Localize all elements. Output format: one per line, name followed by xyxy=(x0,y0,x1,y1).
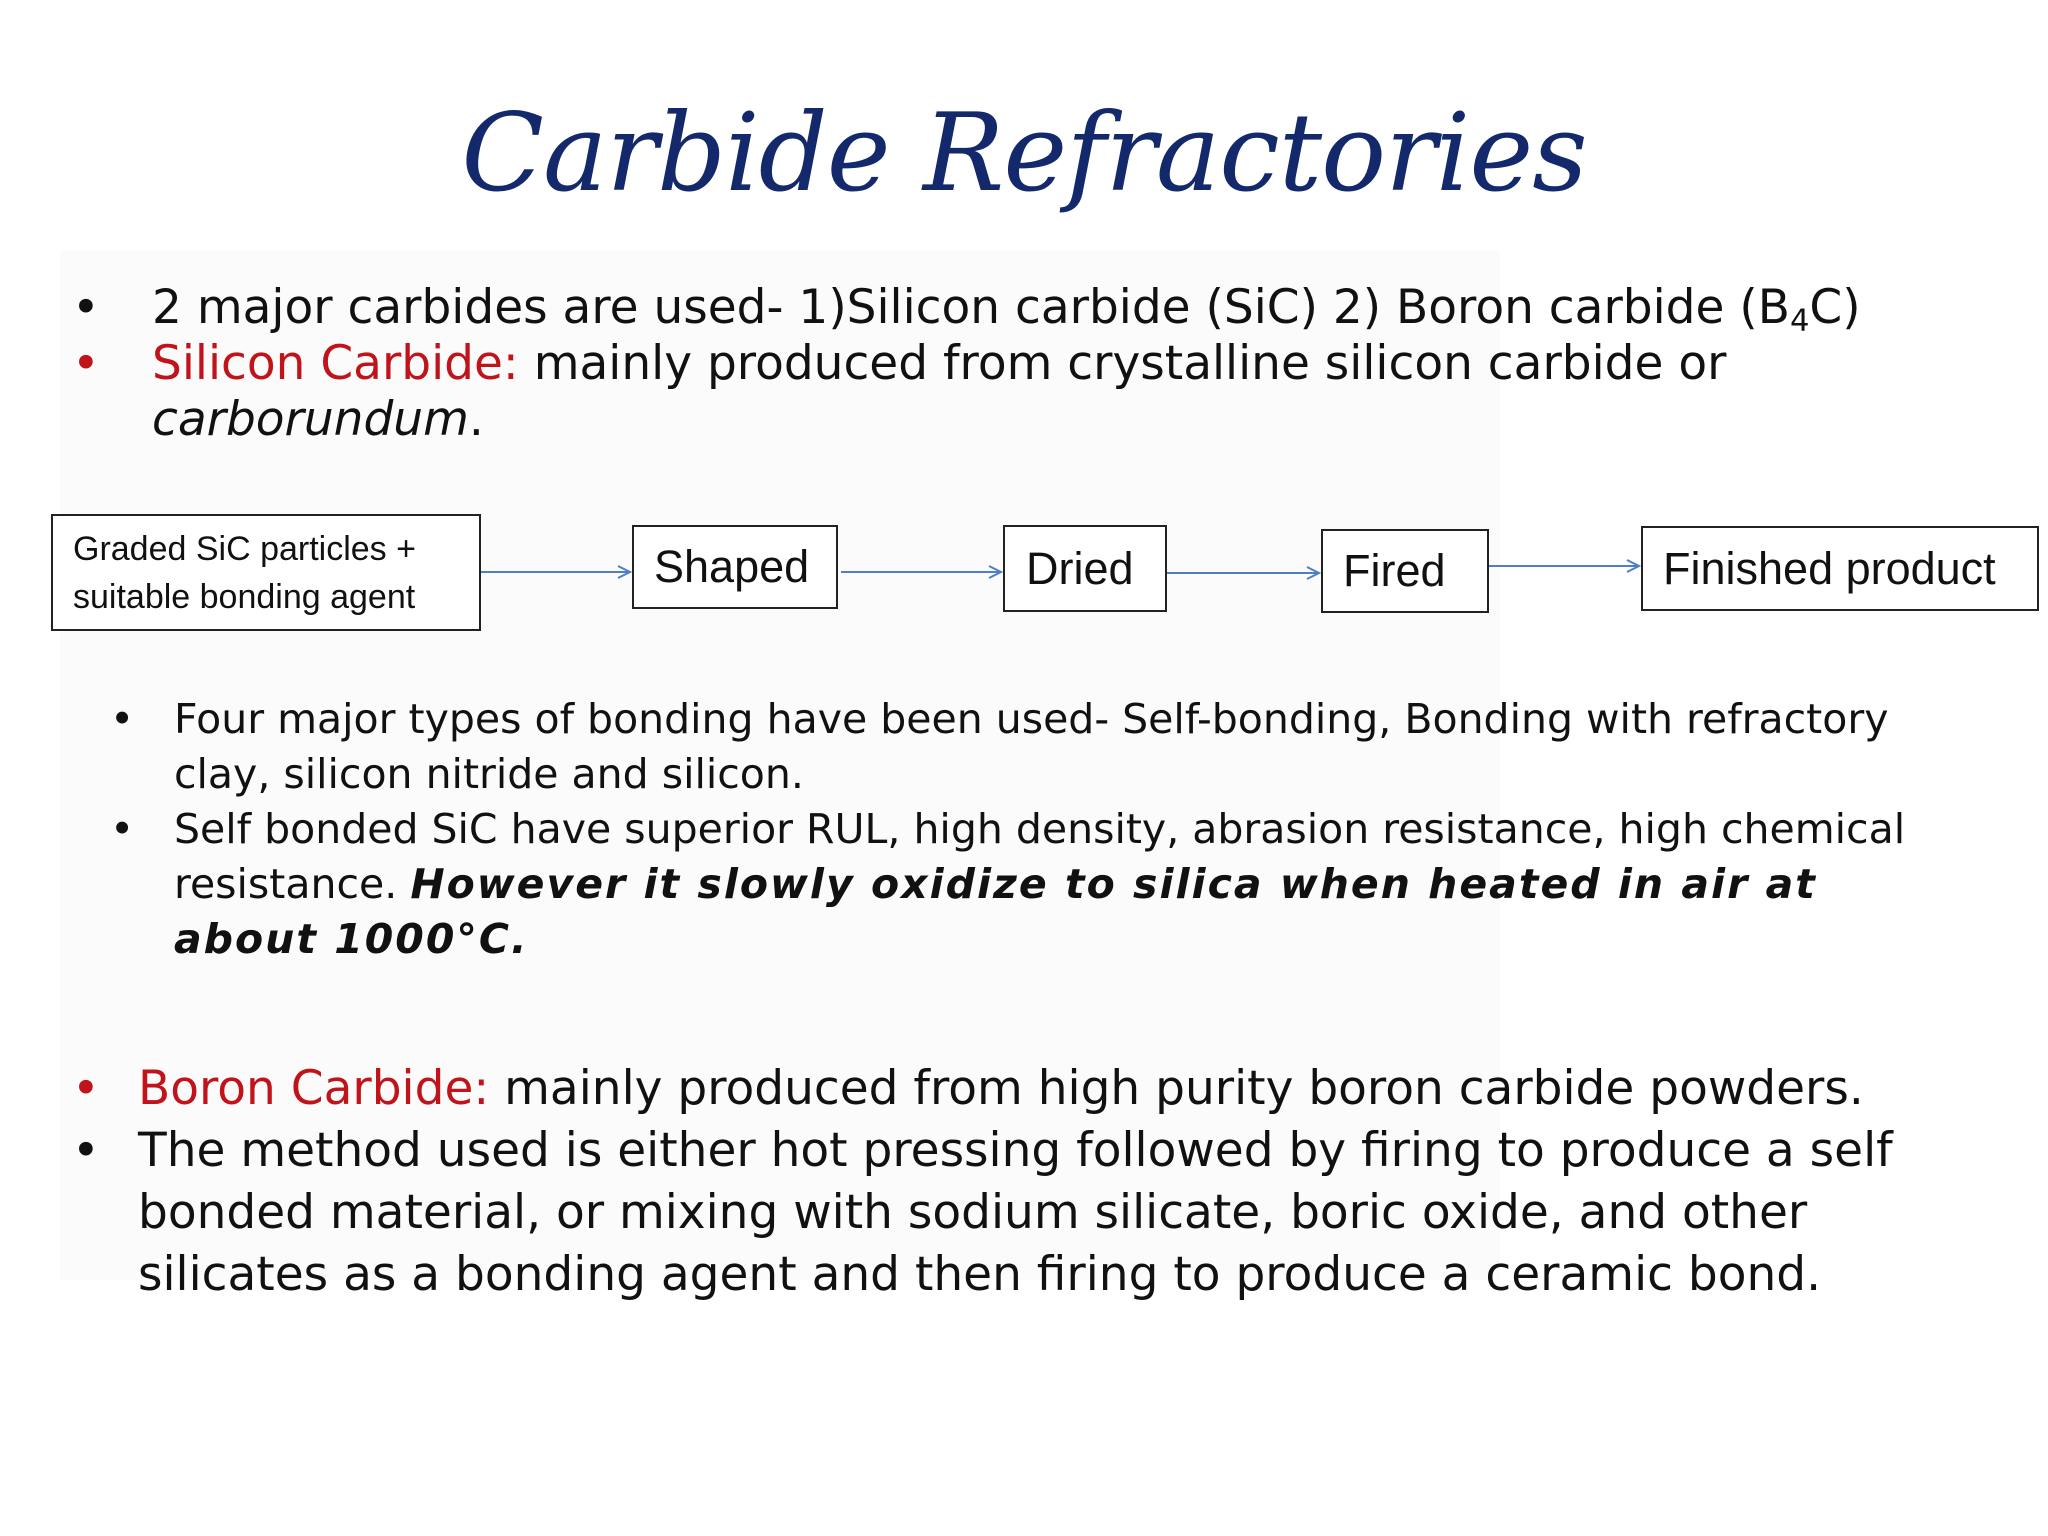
flow-step-dried: Dried xyxy=(1003,525,1167,612)
flow-step-raw-materials: Graded SiC particles + suitable bonding agent xyxy=(51,514,481,631)
intro-bullets xyxy=(72,280,1972,448)
emphasis-text: However it slowly oxidize to silica when heated in air at about 1000°C. xyxy=(174,860,1817,963)
bullet-text: Silicon Carbide: mainly produced from crystalline silicon carbide or carborundum. xyxy=(152,336,1727,447)
bullet-icon: • xyxy=(110,695,135,743)
bullet-text: Self bonded SiC have superior RUL, high density, abrasion resistance, high chemical resistance. However it slowly oxidize to silica when heated in air at about 1000°C. xyxy=(174,805,1906,963)
bullet-text: The method used is either hot pressing followed by firing to produce a self bonded material, or mixing with sodium silicate, boric oxide, and other silicates as a bonding agent and then firing to produce a ceramic bond. xyxy=(138,1123,1893,1302)
slide-title: Carbide Refractories xyxy=(461,91,1587,216)
bullet-icon: • xyxy=(72,1123,100,1178)
bullet-text: Boron Carbide: mainly produced from high purity boron carbide powders. xyxy=(138,1061,1864,1116)
bullet-icon: • xyxy=(110,805,135,853)
flow-step-fired: Fired xyxy=(1321,529,1489,613)
flow-step-finished-product: Finished product xyxy=(1641,526,2039,611)
flow-step-shaped: Shaped xyxy=(632,525,838,609)
bullet-text: Four major types of bonding have been used- Self-bonding, Bonding with refractory clay, silicon nitride and silicon. xyxy=(174,695,1889,798)
bullet-icon: • xyxy=(72,280,100,335)
sic-detail-bullets xyxy=(110,692,1930,967)
subscript: 4 xyxy=(1789,303,1810,339)
list-item xyxy=(72,280,1972,339)
italic-term: carborundum xyxy=(152,392,469,447)
list-item xyxy=(110,802,1930,967)
bullet-icon: • xyxy=(72,336,100,391)
term-label: Boron Carbide: xyxy=(138,1061,490,1116)
list-item xyxy=(72,336,1972,448)
list-item xyxy=(72,1058,1972,1120)
list-item xyxy=(72,1120,1972,1306)
list-item xyxy=(110,692,1930,802)
bullet-text: 2 major carbides are used- 1)Silicon carbide (SiC) 2) Boron carbide $(B_4C)$ xyxy=(152,280,1861,339)
term-label: Silicon Carbide: xyxy=(152,336,519,391)
bullet-icon: • xyxy=(72,1061,100,1116)
boron-bullets xyxy=(72,1058,1972,1306)
